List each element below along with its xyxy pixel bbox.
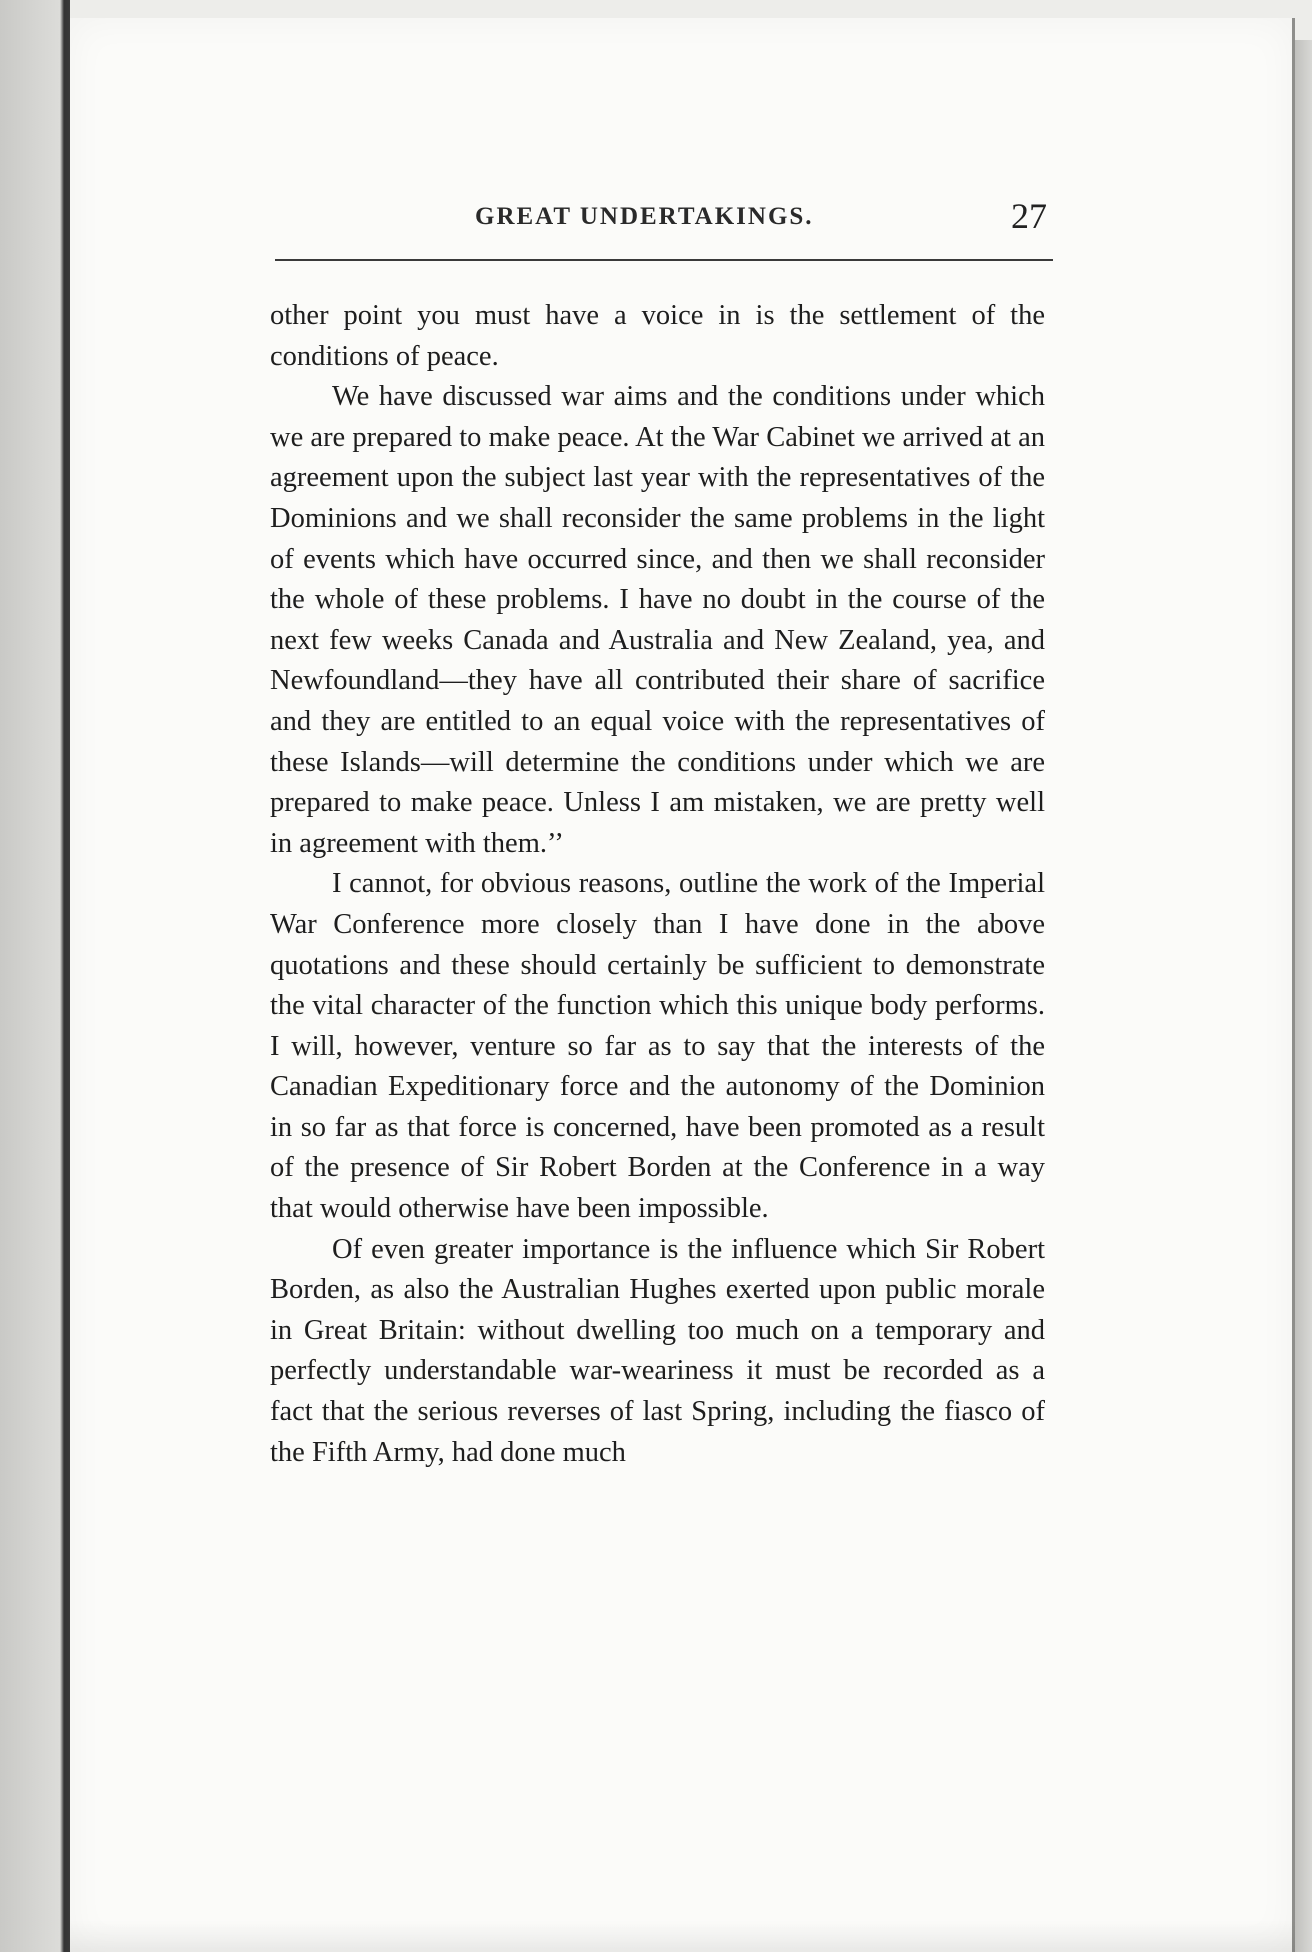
book-gutter-edge xyxy=(0,0,70,1952)
paragraph: I cannot, for obvious reasons, outline the work of the Imperial War Conference more closely than I have done in the above quotations and these should certainly be sufficient to demonstrate the vital character of the function which this unique body performs. I will, however, venture so far as to say that the interests of the Canadian Expeditionary force and the autonomy of the Dominion in so far as that force is concerned, have been promoted as a result of the presence of Sir Robert Borden at the Conference in a way that would otherwise have been impossible. xyxy=(270,868,1045,1225)
body-text xyxy=(270,296,1045,1473)
paragraph: other point you must have a voice in is the settlement of the conditions of peace. xyxy=(270,300,1045,372)
running-title: GREAT UNDERTAKINGS. xyxy=(475,203,814,230)
page-right-edge xyxy=(1295,40,1312,1952)
header-rule xyxy=(275,259,1053,261)
paragraph: Of even greater importance is the influence which Sir Robert Borden, as also the Australian Hughes exerted upon public morale in Great Britain: without dwelling too much on a temporary and perfectly understandable war-weariness it must be recorded as a fact that the serious reverses of last Spring, including the fiasco of the Fifth Army, had done much xyxy=(270,1233,1045,1468)
paragraph: We have discussed war aims and the conditions under which we are prepared to make peace. At the War Cabinet we arrived at an agreement upon the subject last year with the representatives of the Dominions and we shall reconsider the same problems in the light of events which have occurred since, and then we shall reconsider the whole of these problems. I have no doubt in the course of the next few weeks Canada and Australia and New Zealand, yea, and Newfoundland—they have all contributed their share of sacrifice and they are entitled to an equal voice with the representatives of these Islands—will determine the conditions under which we are prepared to make peace. Unless I am mistaken, we are pretty well in agreement with them.’’ xyxy=(270,381,1045,859)
page-header xyxy=(275,195,1053,245)
page-bottom-shadow xyxy=(70,1920,1295,1952)
page-number: 27 xyxy=(1011,196,1047,236)
